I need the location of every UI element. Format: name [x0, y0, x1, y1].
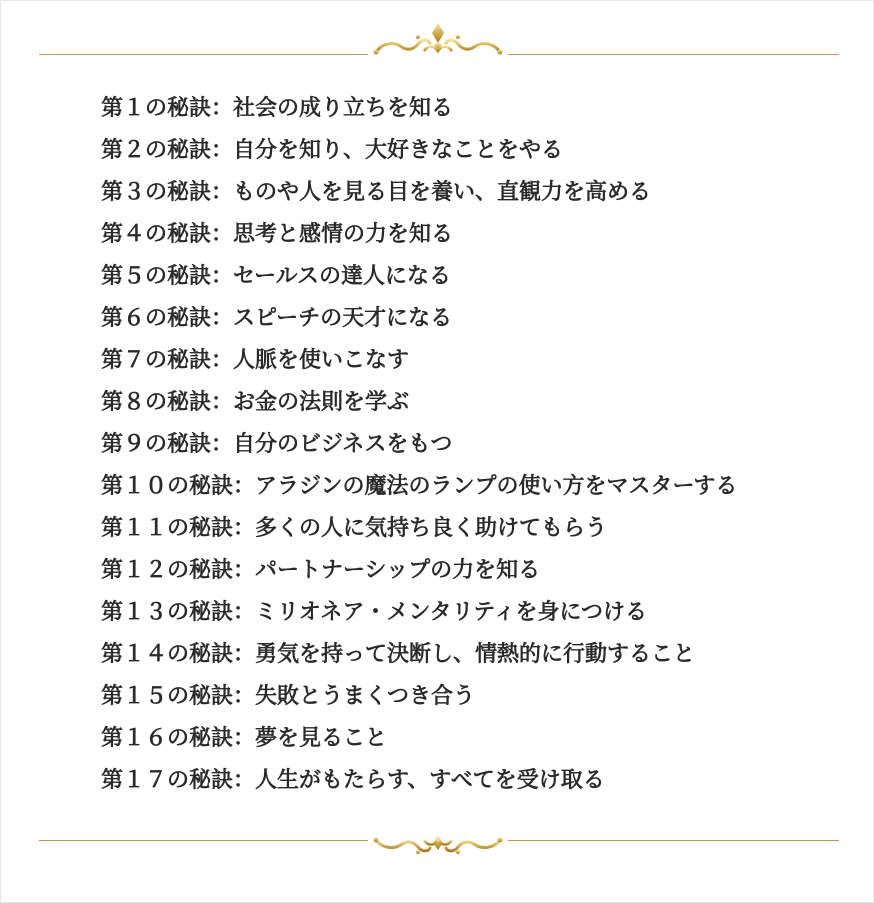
- list-item: 第１６の秘訣：夢を見ること: [101, 725, 388, 751]
- bottom-flourish-icon: [368, 828, 508, 858]
- list-item: 第９の秘訣：自分のビジネスをもつ: [101, 431, 453, 457]
- list-item: 第１１の秘訣：多くの人に気持ち良く助けてもらう: [101, 515, 608, 541]
- list-item: 第２の秘訣：自分を知り、大好きなことをやる: [101, 137, 564, 163]
- list-item: 第１０の秘訣：アラジンの魔法のランプの使い方をマスターする: [101, 473, 738, 499]
- list-item: 第１５の秘訣：失敗とうまくつき合う: [101, 683, 476, 709]
- list-item: 第１の秘訣：社会の成り立ちを知る: [101, 95, 454, 121]
- list-item: 第１３の秘訣：ミリオネア・メンタリティを身につける: [101, 599, 648, 625]
- top-flourish-icon: [368, 19, 508, 59]
- list-item: 第８の秘訣：お金の法則を学ぶ: [101, 389, 410, 415]
- list-item: 第５の秘訣：セールスの達人になる: [101, 263, 452, 289]
- list-item: 第１４の秘訣：勇気を持って決断し、情熱的に行動すること: [101, 641, 696, 667]
- secret-list: [101, 87, 737, 801]
- list-item: 第３の秘訣：ものや人を見る目を養い、直観力を高める: [101, 179, 652, 205]
- list-item: 第６の秘訣：スピーチの天才になる: [101, 305, 453, 331]
- list-item: 第１７の秘訣：人生がもたらす、すべてを受け取る: [101, 767, 605, 793]
- list-item: 第７の秘訣：人脈を使いこなす: [101, 347, 410, 373]
- list-item: 第１２の秘訣：パートナーシップの力を知る: [101, 557, 541, 583]
- list-item: 第４の秘訣：思考と感情の力を知る: [101, 221, 454, 247]
